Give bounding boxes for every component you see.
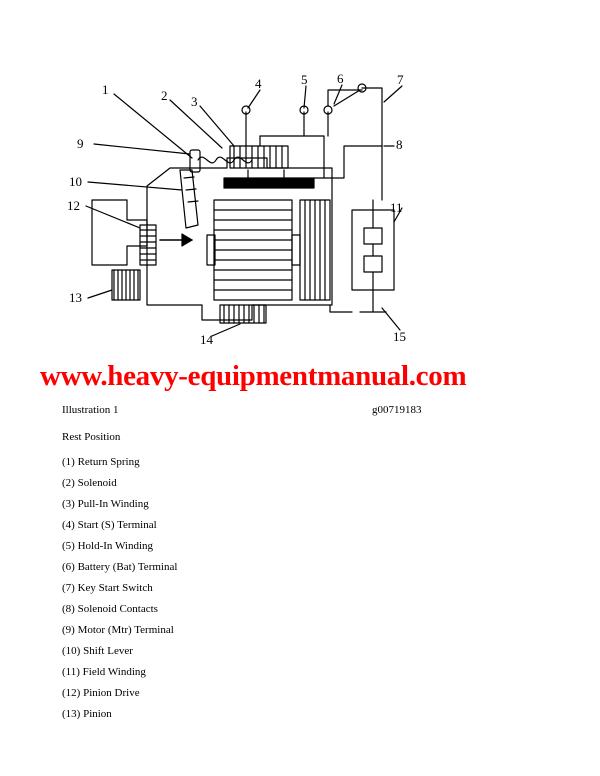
callout-12: 12 [67, 198, 80, 213]
callout-7: 7 [397, 72, 404, 87]
illustration-id: g00719183 [372, 404, 422, 416]
list-item: (6) Battery (Bat) Terminal [62, 561, 178, 573]
list-item: (1) Return Spring [62, 456, 140, 468]
callout-5: 5 [301, 72, 308, 87]
list-item: (3) Pull-In Winding [62, 498, 149, 510]
callout-11: 11 [390, 200, 403, 215]
callout-13: 13 [69, 290, 82, 305]
callout-3: 3 [191, 94, 198, 109]
list-item: (13) Pinion [62, 708, 112, 720]
list-item: (5) Hold-In Winding [62, 540, 154, 552]
list-item: (7) Key Start Switch [62, 582, 153, 594]
callout-14: 14 [200, 332, 213, 347]
illustration-label: Illustration 1 [62, 404, 119, 416]
callout-4: 4 [255, 76, 262, 91]
callout-8: 8 [396, 137, 403, 152]
list-item: (8) Solenoid Contacts [62, 603, 158, 615]
legend-list [62, 452, 462, 725]
watermark-text: www.heavy-equipmentmanual.com [40, 360, 467, 392]
callout-2: 2 [161, 88, 168, 103]
rest-position-label: Rest Position [62, 431, 121, 443]
callout-9: 9 [77, 136, 84, 151]
list-item: (11) Field Winding [62, 666, 146, 678]
list-item: (2) Solenoid [62, 477, 117, 489]
callout-6: 6 [337, 71, 344, 86]
callout-1: 1 [102, 82, 109, 97]
callout-10: 10 [69, 174, 82, 189]
list-item: (9) Motor (Mtr) Terminal [62, 624, 174, 636]
list-item: (4) Start (S) Terminal [62, 519, 157, 531]
list-item: (12) Pinion Drive [62, 687, 140, 699]
callout-15: 15 [393, 329, 406, 344]
starter-motor-illustration [52, 50, 552, 350]
list-item: (10) Shift Lever [62, 645, 133, 657]
